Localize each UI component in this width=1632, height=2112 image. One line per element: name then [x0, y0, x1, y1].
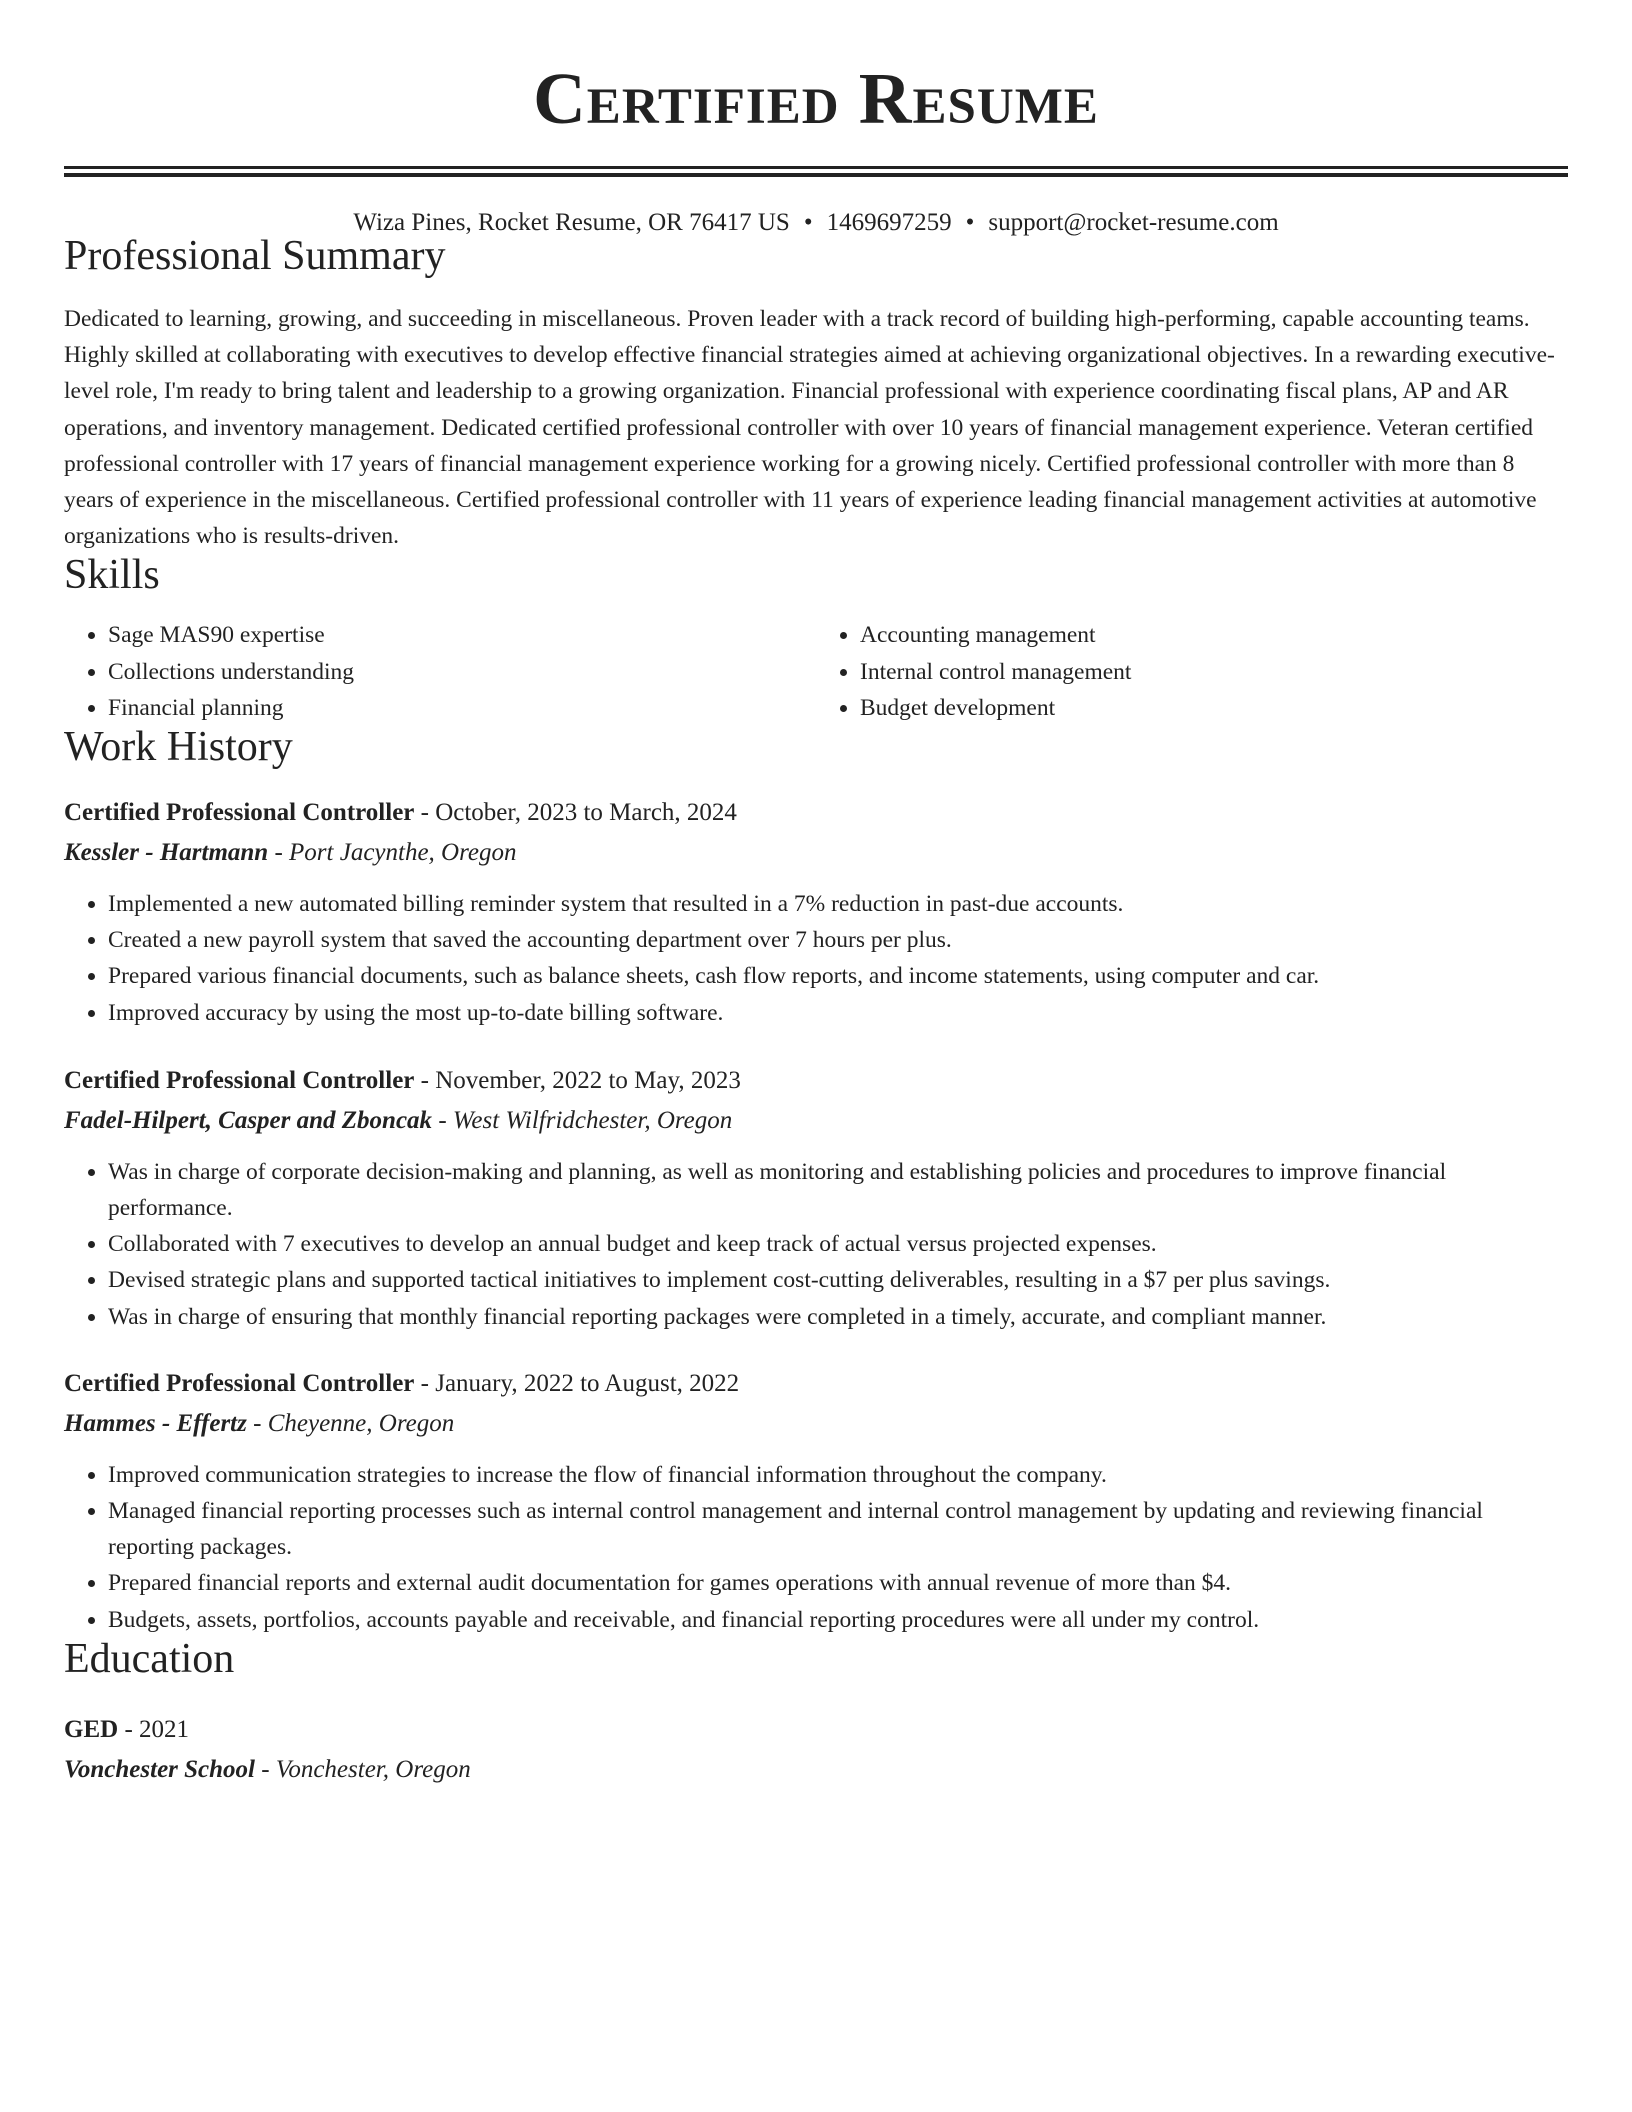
skill-item: • Sage MAS90 expertise [108, 617, 816, 653]
education-school-line [64, 1757, 1568, 1782]
education-degree: GED [64, 1715, 119, 1743]
job-title: Certified Professional Controller [64, 1066, 415, 1094]
education-header [64, 1717, 1568, 1742]
education-heading: Education [64, 1635, 235, 1682]
job-bullet: • Was in charge of ensuring that monthly financial reporting packages were completed in a timely, accurate, and compliant manner. [108, 1299, 1568, 1335]
job-company: Kessler - Hartmann [64, 839, 269, 867]
education-location: - Vonchester, Oregon [255, 1755, 471, 1783]
job-entry [64, 800, 1568, 1031]
job-entry [64, 1371, 1568, 1638]
job-bullet: • Collaborated with 7 executives to develop an annual budget and keep track of actual versus projected expenses. [108, 1226, 1568, 1262]
contact-email: support@rocket-resume.com [988, 209, 1279, 236]
job-company: Fadel-Hilpert, Casper and Zboncak [64, 1106, 433, 1134]
job-bullet: • Improved accuracy by using the most up-to-date billing software. [108, 995, 1568, 1031]
job-header [64, 1371, 1568, 1396]
contact-separator: • [965, 209, 975, 236]
summary-heading: Professional Summary [64, 233, 446, 279]
job-title: Certified Professional Controller [64, 799, 415, 827]
job-bullet: • Budgets, assets, portfolios, accounts payable and receivable, and financial reporting procedures were all under my control. [108, 1602, 1568, 1638]
job-bullet: • Created a new payroll system that saved the accounting department over 7 hours per plus. [108, 922, 1568, 958]
job-bullet: • Was in charge of corporate decision-making and planning, as well as monitoring and establishing policies and procedures to improve financial performance. [108, 1154, 1568, 1226]
job-bullet: • Implemented a new automated billing reminder system that resulted in a 7% reduction in past-due accounts. [108, 886, 1568, 922]
job-bullets [64, 886, 1568, 1031]
job-header [64, 800, 1568, 825]
job-organization [64, 1411, 1568, 1436]
job-company: Hammes - Effertz [64, 1409, 247, 1437]
job-dates: - October, 2023 to March, 2024 [414, 799, 737, 827]
job-bullet: • Devised strategic plans and supported tactical initiatives to implement cost-cutting deliverables, resulting in a $7 per plus savings. [108, 1262, 1568, 1298]
skill-item: • Internal control management [860, 654, 1568, 690]
title-divider [64, 166, 1568, 177]
job-location: - Cheyenne, Oregon [246, 1409, 455, 1437]
contact-separator: • [803, 209, 813, 236]
contact-phone: 1469697259 [826, 209, 952, 236]
job-bullet: • Prepared various financial documents, such as balance sheets, cash flow reports, and income statements, using computer and car. [108, 958, 1568, 994]
job-organization [64, 1108, 1568, 1133]
job-bullets [64, 1154, 1568, 1335]
education-year: - 2021 [118, 1715, 190, 1743]
job-organization [64, 840, 1568, 865]
summary-text: Dedicated to learning, growing, and succeeding in miscellaneous. Proven leader with a track record of building high-performing, capable accounting teams. Highly skilled at collaborating with executives to develop effective financial strategies aimed at achieving organizational objectives. In a rewarding executive-level role, I'm ready to bring talent and leadership to a growing organization. Financial professional with experience coordinating fiscal plans, AP and AR operations, and inventory management. Dedicated certified professional controller with over 10 years of financial management experience. Veteran certified professional controller with 17 years of financial management experience working for a growing nicely. Certified professional controller with more than 8 years of experience in the miscellaneous. Certified professional controller with 11 years of experience leading financial management activities at automotive organizations who is results-driven. [64, 306, 1555, 550]
job-bullets [64, 1457, 1568, 1638]
job-bullet: • Managed financial reporting processes such as internal control management and internal control management by updating and reviewing financial reporting packages. [108, 1493, 1568, 1565]
skill-item: • Collections understanding [108, 654, 816, 690]
job-dates: - January, 2022 to August, 2022 [414, 1369, 740, 1397]
skills-heading: Skills [64, 552, 160, 599]
job-entry [64, 1068, 1568, 1335]
contact-line [64, 210, 1568, 235]
resume-title: Certified Resume [533, 58, 1099, 139]
job-bullet: • Improved communication strategies to increase the flow of financial information throughout the company. [108, 1457, 1568, 1493]
job-title: Certified Professional Controller [64, 1369, 415, 1397]
job-header [64, 1068, 1568, 1093]
skills-list [64, 617, 1568, 726]
job-location: - West Wilfridchester, Oregon [432, 1106, 733, 1134]
skill-item: • Accounting management [860, 617, 1568, 653]
education-entry [64, 1717, 1568, 1782]
job-location: - Port Jacynthe, Oregon [268, 839, 517, 867]
skills-column-left [64, 617, 816, 726]
skill-item: • Financial planning [108, 690, 816, 726]
education-school: Vonchester School [64, 1755, 256, 1783]
skill-item: • Budget development [860, 690, 1568, 726]
job-dates: - November, 2022 to May, 2023 [414, 1066, 741, 1094]
contact-address: Wiza Pines, Rocket Resume, OR 76417 US [353, 209, 790, 236]
job-bullet: • Prepared financial reports and external audit documentation for games operations with annual revenue of more than $4. [108, 1565, 1568, 1601]
skills-column-right [816, 617, 1568, 726]
work-history-heading: Work History [64, 724, 293, 771]
